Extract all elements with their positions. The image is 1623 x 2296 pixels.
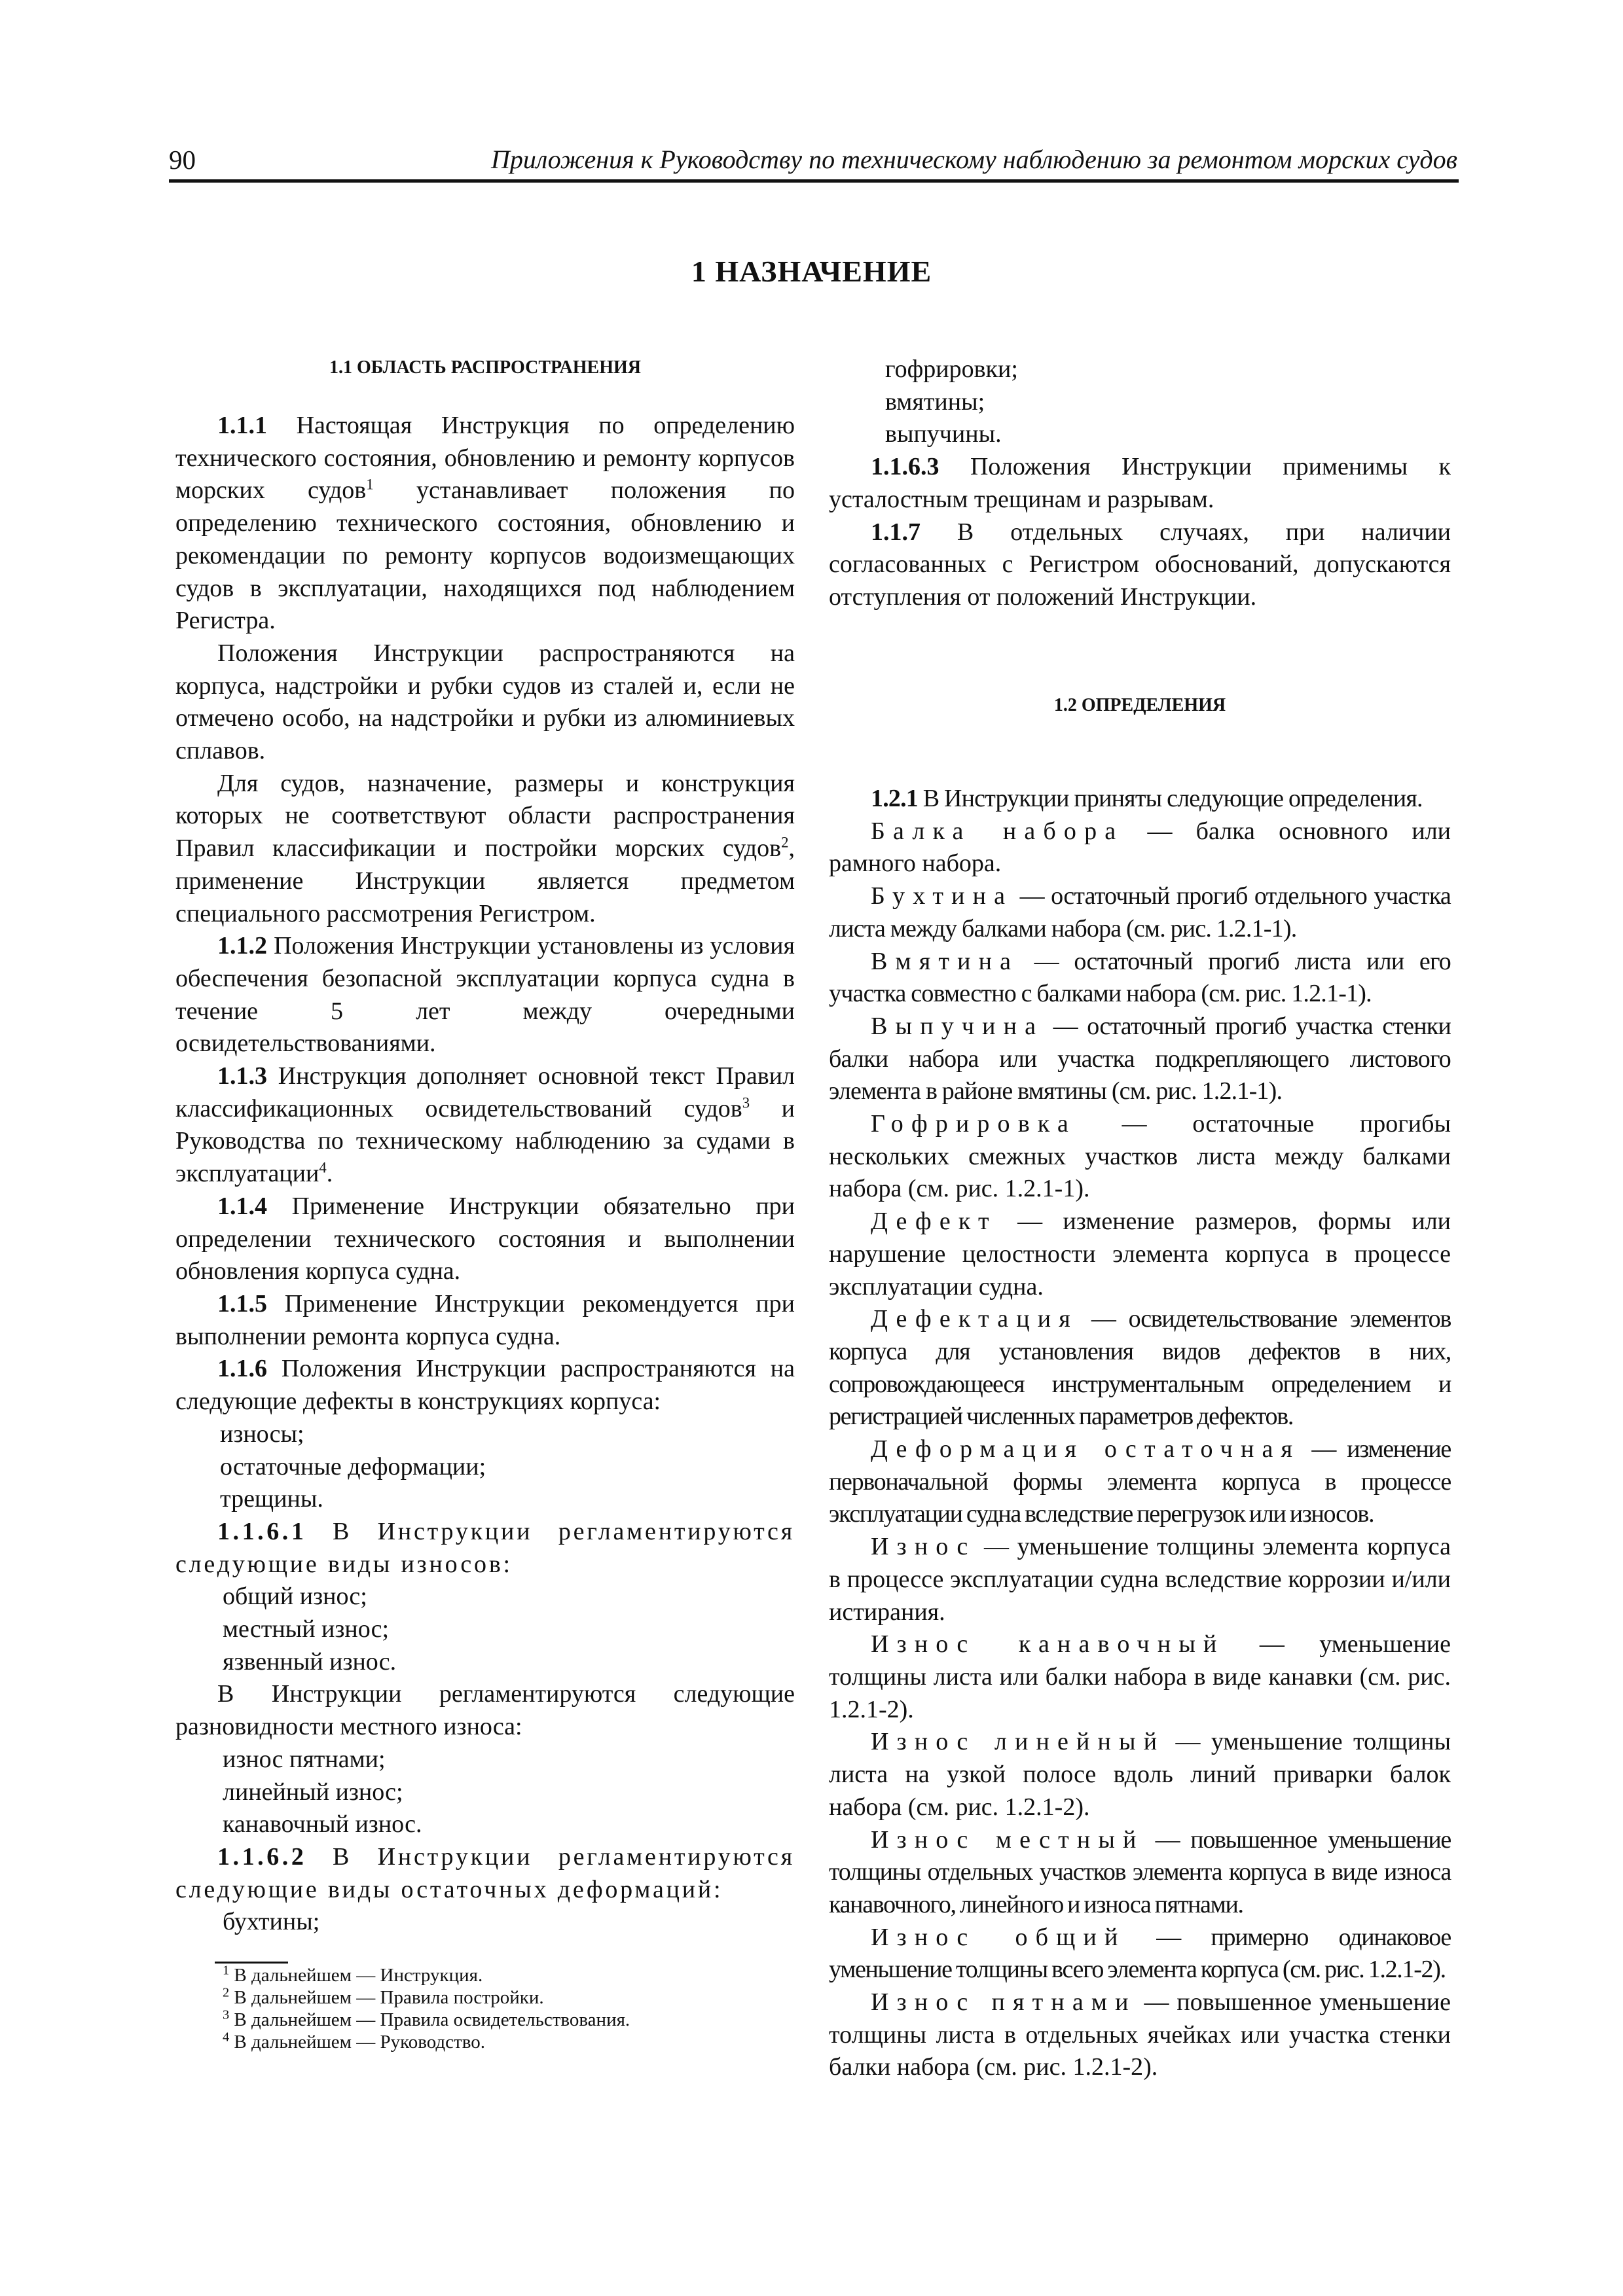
- clause-number: 1.1.1: [217, 412, 267, 439]
- right-column-top: [829, 353, 1451, 614]
- paragraph-text: , применение Инструкции является предметом специального рассмотрения Регистром.: [175, 834, 795, 927]
- clause-number: 1.2.1: [871, 785, 919, 812]
- definition-text: — освидетельствование элементов корпуса для установления видов дефектов в них, сопровождающееся инструментальным определением и регистрацией численных параметров дефектов.: [829, 1305, 1451, 1431]
- definition: [829, 1628, 1451, 1726]
- paragraph-text: Положения Инструкции применимы к усталостным трещинам и разрывам.: [829, 453, 1451, 513]
- definition: [829, 1531, 1451, 1628]
- footnote-text: В дальнейшем — Инструкция.: [229, 1965, 483, 1986]
- paragraph-text: В Инструкции приняты следующие определения.: [918, 785, 1423, 812]
- list-item: трещины.: [220, 1485, 323, 1513]
- definition-term: Бухтина: [871, 882, 1013, 910]
- definition: [829, 1206, 1451, 1303]
- paragraph-1-1-6-1: [175, 1516, 795, 1581]
- section-heading-1-2: 1.2 ОПРЕДЕЛЕНИЯ: [1053, 695, 1226, 715]
- definition: [829, 1303, 1451, 1433]
- list-item: бухтины;: [223, 1908, 320, 1936]
- definition-term: Износ линейный: [871, 1728, 1165, 1756]
- paragraph-text: .: [326, 1160, 333, 1188]
- footnote-text: В дальнейшем — Правила освидетельствования.: [229, 2009, 630, 2030]
- definition: [829, 1726, 1451, 1823]
- clause-number: 1.1.3: [217, 1062, 267, 1090]
- footnote-mark: 2: [223, 1985, 230, 2000]
- footnote: [223, 2009, 630, 2031]
- definition-text: — балка основного или рамного набора.: [829, 817, 1451, 878]
- list-item: линейный износ;: [223, 1778, 403, 1806]
- definition-text: — уменьшение толщины элемента корпуса в процессе эксплуатации судна вследствие коррозии и/или истирания.: [829, 1533, 1451, 1626]
- list-item: износ пятнами;: [223, 1745, 386, 1773]
- footnote-mark: 3: [223, 2007, 230, 2022]
- paragraph-text: Положения Инструкции распространяются на следующие дефекты в конструкциях корпуса:: [175, 1355, 795, 1416]
- list-item: вмятины;: [885, 387, 985, 416]
- list-item: общий износ;: [223, 1583, 367, 1611]
- paragraph-text: устанавливает положения по определению технического состояния, обновлению и рекомендации по ремонту корпусов водоизмещающих судов в эксплуатации, находящихся под наблюдением Регистра.: [175, 476, 795, 635]
- clause-number: 1.1.7: [871, 518, 921, 546]
- footnote: [223, 1986, 630, 2009]
- definition-term: Износ канавочный: [871, 1630, 1225, 1659]
- definition-term: Вмятина: [871, 947, 1019, 975]
- footnote-ref: 4: [319, 1159, 327, 1176]
- definition-text: — остаточные прогибы нескольких смежных участков листа между балками набора (см. рис. 1.2.1-1).: [829, 1110, 1451, 1203]
- definition-term: Балка набора: [871, 817, 1124, 845]
- list-item: местный износ;: [223, 1615, 390, 1643]
- paragraph-text: Применение Инструкции рекомендуется при выполнении ремонта корпуса судна.: [175, 1289, 795, 1350]
- definition: [829, 1824, 1451, 1922]
- footnotes: [223, 1964, 630, 2053]
- paragraph-1-1-7: [829, 516, 1451, 614]
- list-item: остаточные деформации;: [220, 1452, 486, 1480]
- header-rule: [169, 179, 1459, 183]
- paragraph-text: В Инструкции регламентируются следующие виды остаточных деформаций:: [175, 1842, 795, 1903]
- definition: [829, 1986, 1451, 2084]
- definition: [829, 946, 1451, 1011]
- definition-term: Износ местный: [871, 1825, 1144, 1854]
- paragraph-text: В Инструкции регламентируются следующие виды износов:: [175, 1517, 795, 1578]
- definition-text: — уменьшение толщины листа на узкой полосе вдоль линий приварки балок набора (см. рис. 1.2.1-2).: [829, 1728, 1451, 1821]
- list-item: канавочный износ.: [223, 1810, 422, 1839]
- definition-term: Выпучина: [871, 1012, 1044, 1040]
- paragraph-1-1-3: [175, 1060, 795, 1191]
- section-heading-1-1: 1.1 ОБЛАСТЬ РАСПРОСТРАНЕНИЯ: [329, 357, 641, 378]
- paragraph-text: Положения Инструкции установлены из условия обеспечения безопасной эксплуатации корпуса судна в течение 5 лет между очередными освидетельствованиями.: [175, 932, 795, 1058]
- running-title: Приложения к Руководству по техническому наблюдению за ремонтом морских судов: [490, 145, 1457, 174]
- clause-number: 1.1.2: [217, 932, 267, 960]
- footnote-ref: 2: [781, 834, 789, 851]
- paragraph-text: Применение Инструкции обязательно при определении технического состояния и выполнении обновления корпуса судна.: [175, 1192, 795, 1285]
- definition-text: — остаточный прогиб листа или его участка совместно с балками набора (см. рис. 1.2.1-1).: [829, 947, 1451, 1008]
- definition-text: — остаточный прогиб участка стенки балки набора или участка подкрепляющего листового элемента в районе вмятины (см. рис. 1.2.1-1).: [829, 1012, 1451, 1105]
- paragraph-text: Настоящая Инструкция по определению технического состояния, обновлению и ремонту корпусов морских судов: [175, 412, 795, 505]
- paragraph-1-1-6-3: [829, 451, 1451, 516]
- definition: [829, 816, 1451, 880]
- paragraph-1-1-6: [175, 1353, 795, 1418]
- paragraph-1-1-5: [175, 1288, 795, 1353]
- list-item: износы;: [220, 1420, 304, 1448]
- definition-term: Износ пятнами: [871, 1988, 1137, 2017]
- definition-text: — изменение размеров, формы или нарушение целостности элемента корпуса в процессе эксплуатации судна.: [829, 1208, 1451, 1300]
- definition: [829, 1011, 1451, 1108]
- footnote-text: В дальнейшем — Руководство.: [229, 2032, 485, 2053]
- definition-text: — повышенное уменьшение толщины отдельных участков элемента корпуса в виде износа канавочного, линейного и износа пятнами.: [829, 1825, 1451, 1918]
- footnote-text: В дальнейшем — Правила постройки.: [229, 1987, 544, 2008]
- footnote-mark: 4: [223, 2030, 230, 2045]
- clause-number: 1.1.4: [217, 1192, 267, 1220]
- footnote: [223, 1964, 630, 1986]
- paragraph-text: В отдельных случаях, при наличии согласованных с Регистром обоснований, допускаются отступления от положений Инструкции.: [829, 518, 1451, 611]
- definition: [829, 1108, 1451, 1206]
- definition-term: Деформация остаточная: [871, 1435, 1301, 1463]
- clause-number: 1.1.6: [217, 1355, 267, 1383]
- definition: [829, 880, 1451, 945]
- definition-term: Дефектация: [871, 1305, 1078, 1333]
- clause-number: 1.1.6.1: [217, 1517, 307, 1545]
- definition: [829, 1433, 1451, 1531]
- list-item: язвенный износ.: [223, 1647, 397, 1676]
- definition-term: Износ общий: [871, 1923, 1126, 1951]
- clause-number: 1.1.6.2: [217, 1842, 307, 1871]
- paragraph-text: Инструкция дополняет основной текст Правил классификационных освидетельствований судов: [175, 1062, 795, 1122]
- footnote-mark: 1: [223, 1963, 230, 1978]
- left-column-body: [175, 410, 795, 1939]
- paragraph-1-2-1: [829, 783, 1451, 816]
- page-number: 90: [169, 145, 196, 175]
- definition-text: — повышенное уменьшение толщины листа в отдельных ячейках или участка стенки балки набора (см. рис. 1.2.1-2).: [829, 1988, 1451, 2081]
- definition-text: — уменьшение толщины листа или балки набора в виде канавки (см. рис. 1.2.1-2).: [829, 1630, 1451, 1723]
- definition-text: — изменение первоначальной формы элемента корпуса в процессе эксплуатации судна вследствие перегрузок или износов.: [829, 1435, 1451, 1528]
- definition: [829, 1922, 1451, 1986]
- definition-text: — остаточный прогиб отдельного участка листа между балками набора (см. рис. 1.2.1-1).: [829, 882, 1451, 942]
- definition-term: Дефект: [871, 1208, 997, 1236]
- footnote-ref: 1: [366, 476, 374, 493]
- list-item: выпучины.: [885, 420, 1002, 448]
- paragraph-text: и Руководства по техническому наблюдению за судами в эксплуатации: [175, 1094, 795, 1188]
- page-header: [169, 141, 1457, 179]
- clause-number: 1.1.6.3: [871, 453, 939, 481]
- definition-text: — примерно одинаковое уменьшение толщины всего элемента корпуса (см. рис. 1.2.1-2).: [829, 1923, 1451, 1984]
- paragraph-text: Для судов, назначение, размеры и конструкция которых не соответствуют области распространения Правил классификации и постройки морских судов: [175, 769, 795, 863]
- paragraph-1-1-2: [175, 930, 795, 1060]
- paragraph-scope: Положения Инструкции распространяются на корпуса, надстройки и рубки судов из сталей и, если не отмечено особо, на надстройки и рубки из алюминиевых сплавов.: [175, 639, 795, 765]
- definition-term: Износ: [871, 1533, 976, 1561]
- page-title: 1 НАЗНАЧЕНИЕ: [691, 255, 932, 288]
- definitions-list: [829, 783, 1451, 2084]
- list-item: гофрировки;: [885, 355, 1018, 383]
- footnote-ref: 3: [742, 1094, 750, 1111]
- footnote: [223, 2031, 630, 2053]
- paragraph-special: [175, 768, 795, 931]
- paragraph-1-1-6-2: [175, 1841, 795, 1906]
- definition-term: Гофрировка: [871, 1110, 1076, 1138]
- paragraph-1-1-1: [175, 410, 795, 637]
- clause-number: 1.1.5: [217, 1289, 267, 1318]
- paragraph-local-wear: В Инструкции регламентируются следующие разновидности местного износа:: [175, 1680, 795, 1741]
- paragraph-1-1-4: [175, 1191, 795, 1288]
